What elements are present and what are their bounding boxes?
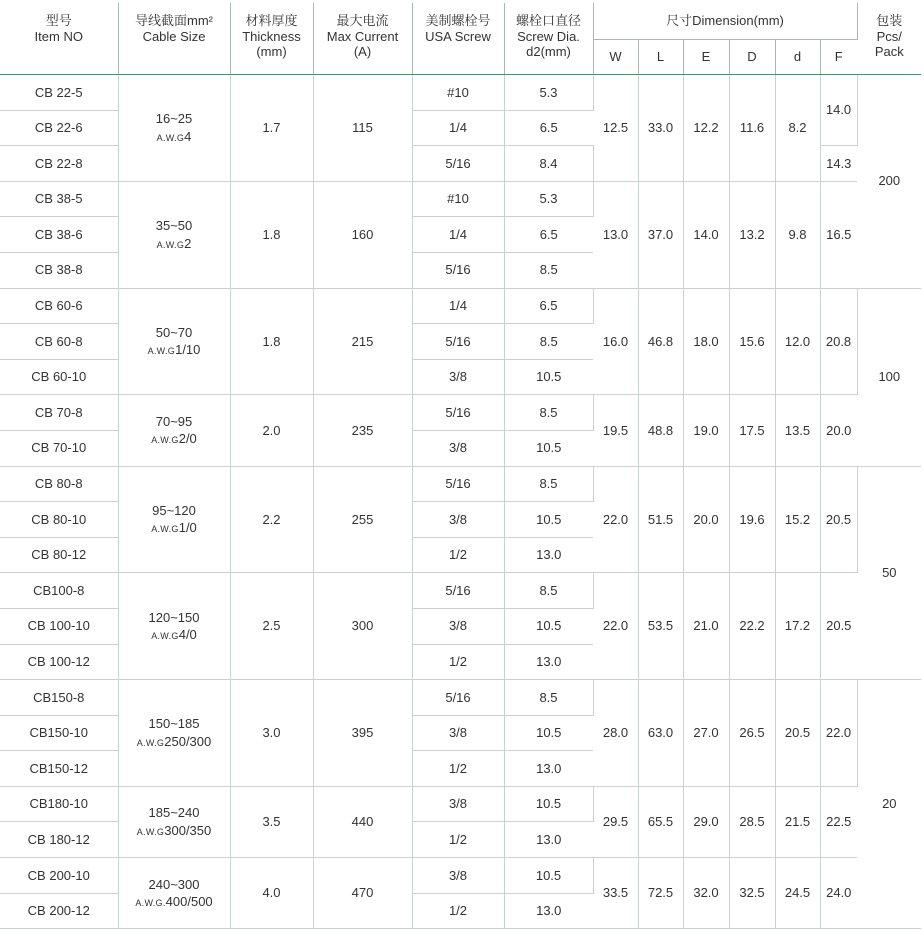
- usa-screw: 3/8: [412, 786, 504, 822]
- dim-L: 37.0: [638, 181, 683, 288]
- dim-W: 22.0: [593, 466, 638, 573]
- table-row: [0, 75, 921, 111]
- dim-F: 24.0: [820, 858, 857, 929]
- table-row: [0, 395, 921, 431]
- item-no: CB180-10: [0, 786, 118, 822]
- screw-dia: 8.5: [504, 573, 593, 609]
- dim-d: 20.5: [775, 680, 820, 787]
- usa-screw: 3/8: [412, 608, 504, 644]
- item-no: CB 22-6: [0, 110, 118, 146]
- dim-d: 9.8: [775, 181, 820, 288]
- thickness: 1.8: [230, 181, 313, 288]
- awg-prefix: A.W.G: [136, 737, 165, 748]
- awg-prefix: A.W.G: [151, 631, 179, 642]
- dim-W: 19.5: [593, 395, 638, 466]
- header-dim-L: L: [638, 40, 683, 75]
- screw-dia: 13.0: [504, 893, 593, 929]
- dim-D: 13.2: [729, 181, 775, 288]
- usa-screw: 1/2: [412, 537, 504, 573]
- dim-W: 29.5: [593, 786, 638, 857]
- screw-dia: 10.5: [504, 715, 593, 751]
- screw-dia: 10.5: [504, 430, 593, 466]
- dim-d: 24.5: [775, 858, 820, 929]
- screw-dia: 5.3: [504, 75, 593, 111]
- awg-prefix: A.W.G: [147, 346, 176, 357]
- thickness: 1.8: [230, 288, 313, 395]
- header-max-current: 最大电流 Max Current (A): [313, 3, 412, 75]
- max-current: 300: [313, 573, 412, 680]
- pcs-per-pack: 50: [857, 466, 921, 680]
- pcs-per-pack: 100: [857, 288, 921, 466]
- dim-L: 51.5: [638, 466, 683, 573]
- table-row: [0, 573, 921, 609]
- cable-size: [118, 786, 230, 857]
- dim-F: 20.5: [820, 466, 857, 573]
- cable-size: [118, 395, 230, 466]
- item-no: CB 70-10: [0, 430, 118, 466]
- item-no: CB150-12: [0, 751, 118, 787]
- item-no: CB 200-10: [0, 858, 118, 894]
- screw-dia: 8.5: [504, 324, 593, 360]
- item-no: CB100-8: [0, 573, 118, 609]
- header-dim-D: D: [729, 40, 775, 75]
- dim-L: 63.0: [638, 680, 683, 787]
- table-body: [0, 75, 921, 929]
- dim-L: 46.8: [638, 288, 683, 395]
- max-current: 235: [313, 395, 412, 466]
- usa-screw: 1/4: [412, 217, 504, 253]
- dim-D: 15.6: [729, 288, 775, 395]
- dim-E: 12.2: [683, 75, 729, 182]
- cable-size: [118, 858, 230, 929]
- cable-size: [118, 75, 230, 182]
- screw-dia: 13.0: [504, 537, 593, 573]
- cable-range: 95~120: [152, 502, 196, 518]
- usa-screw: 1/4: [412, 288, 504, 324]
- item-no: CB 200-12: [0, 893, 118, 929]
- awg-value: 1/0: [178, 520, 197, 536]
- usa-screw: 5/16: [412, 573, 504, 609]
- cable-range: 50~70: [155, 324, 193, 340]
- usa-screw: 5/16: [412, 324, 504, 360]
- screw-dia: 13.0: [504, 822, 593, 858]
- dim-W: 22.0: [593, 573, 638, 680]
- screw-dia: 13.0: [504, 751, 593, 787]
- item-no: CB 80-10: [0, 502, 118, 538]
- thickness: 1.7: [230, 75, 313, 182]
- usa-screw: 1/2: [412, 644, 504, 680]
- item-no: CB 60-6: [0, 288, 118, 324]
- thickness: 2.5: [230, 573, 313, 680]
- table-row: [0, 288, 921, 324]
- item-no: CB 70-8: [0, 395, 118, 431]
- thickness: 2.0: [230, 395, 313, 466]
- item-no: CB 38-5: [0, 181, 118, 217]
- cable-size: [118, 181, 230, 288]
- table-row: [0, 858, 921, 894]
- cable-range: 70~95: [155, 413, 193, 429]
- screw-dia: 10.5: [504, 359, 593, 395]
- awg-prefix: A.W.G.: [135, 898, 166, 909]
- thickness: 2.2: [230, 466, 313, 573]
- thickness: 4.0: [230, 858, 313, 929]
- awg-value: 2: [184, 235, 192, 251]
- cable-size: [118, 288, 230, 395]
- awg-value: 1/10: [175, 342, 201, 358]
- usa-screw: #10: [412, 181, 504, 217]
- table-row: [0, 786, 921, 822]
- item-no: CB 60-10: [0, 359, 118, 395]
- dim-D: 22.2: [729, 573, 775, 680]
- thickness: 3.5: [230, 786, 313, 857]
- dim-L: 72.5: [638, 858, 683, 929]
- screw-dia: 6.5: [504, 217, 593, 253]
- item-no: CB 22-5: [0, 75, 118, 111]
- cable-range: 120~150: [148, 609, 200, 625]
- item-no: CB 100-10: [0, 608, 118, 644]
- item-no: CB 180-12: [0, 822, 118, 858]
- max-current: 215: [313, 288, 412, 395]
- dim-E: 19.0: [683, 395, 729, 466]
- awg-value: 4/0: [178, 627, 197, 643]
- dim-d: 12.0: [775, 288, 820, 395]
- awg-prefix: A.W.G: [151, 435, 179, 446]
- screw-dia: 8.4: [504, 146, 593, 182]
- dim-F: 20.5: [820, 573, 857, 680]
- cable-size: [118, 466, 230, 573]
- dim-L: 33.0: [638, 75, 683, 182]
- awg-prefix: A.W.G: [156, 132, 185, 143]
- dim-E: 14.0: [683, 181, 729, 288]
- dim-D: 26.5: [729, 680, 775, 787]
- usa-screw: 3/8: [412, 359, 504, 395]
- screw-dia: 8.5: [504, 466, 593, 502]
- dim-E: 32.0: [683, 858, 729, 929]
- header-dim-E: E: [683, 40, 729, 75]
- dim-F: 16.5: [820, 181, 857, 288]
- dim-F: 20.0: [820, 395, 857, 466]
- dim-F: 22.0: [820, 680, 857, 787]
- awg-value: 400/500: [165, 894, 213, 910]
- dim-F: 22.5: [820, 786, 857, 857]
- header-thickness: 材料厚度 Thickness (mm): [230, 3, 313, 75]
- item-no: CB 80-12: [0, 537, 118, 573]
- screw-dia: 10.5: [504, 786, 593, 822]
- max-current: 160: [313, 181, 412, 288]
- max-current: 255: [313, 466, 412, 573]
- dim-E: 27.0: [683, 680, 729, 787]
- dim-W: 33.5: [593, 858, 638, 929]
- usa-screw: 1/2: [412, 893, 504, 929]
- dim-d: 13.5: [775, 395, 820, 466]
- table-row: [0, 680, 921, 716]
- header-dim-W: W: [593, 40, 638, 75]
- screw-dia: 10.5: [504, 858, 593, 894]
- awg-prefix: A.W.G: [151, 524, 179, 535]
- dim-L: 65.5: [638, 786, 683, 857]
- dim-D: 19.6: [729, 466, 775, 573]
- dim-D: 32.5: [729, 858, 775, 929]
- pcs-per-pack: 20: [857, 680, 921, 929]
- dim-E: 18.0: [683, 288, 729, 395]
- header-dim-d: d: [775, 40, 820, 75]
- usa-screw: 3/8: [412, 715, 504, 751]
- item-no: CB 22-8: [0, 146, 118, 182]
- item-no: CB 80-8: [0, 466, 118, 502]
- header-screw-dia: 螺栓口直径 Screw Dia. d2(mm): [504, 3, 593, 75]
- awg-value: 300/350: [164, 822, 212, 838]
- cable-size: [118, 573, 230, 680]
- dim-F: 14.0: [820, 75, 857, 146]
- cable-range: 240~300: [148, 876, 200, 892]
- screw-dia: 10.5: [504, 502, 593, 538]
- dim-E: 21.0: [683, 573, 729, 680]
- usa-screw: 1/2: [412, 822, 504, 858]
- table-header: [0, 3, 921, 75]
- screw-dia: 6.5: [504, 110, 593, 146]
- dim-F: 14.3: [820, 146, 857, 182]
- screw-dia: 8.5: [504, 680, 593, 716]
- dim-L: 53.5: [638, 573, 683, 680]
- header-item: 型号 Item NO: [0, 3, 118, 75]
- item-no: CB 38-8: [0, 252, 118, 288]
- dim-D: 28.5: [729, 786, 775, 857]
- dim-W: 13.0: [593, 181, 638, 288]
- header-usa-screw: 美制螺栓号 USA Screw: [412, 3, 504, 75]
- awg-value: 2/0: [178, 431, 197, 447]
- max-current: 470: [313, 858, 412, 929]
- usa-screw: 3/8: [412, 858, 504, 894]
- usa-screw: 3/8: [412, 502, 504, 538]
- header-pack: 包装 Pcs/ Pack: [857, 3, 921, 75]
- usa-screw: 5/16: [412, 146, 504, 182]
- max-current: 440: [313, 786, 412, 857]
- dim-F: 20.8: [820, 288, 857, 395]
- item-no: CB 100-12: [0, 644, 118, 680]
- screw-dia: 6.5: [504, 288, 593, 324]
- item-no: CB 60-8: [0, 324, 118, 360]
- dim-d: 17.2: [775, 573, 820, 680]
- awg-prefix: A.W.G: [136, 826, 165, 837]
- cable-range: 185~240: [148, 805, 200, 821]
- dim-W: 16.0: [593, 288, 638, 395]
- awg-value: 250/300: [164, 733, 212, 749]
- dim-W: 28.0: [593, 680, 638, 787]
- usa-screw: 5/16: [412, 395, 504, 431]
- awg-value: 4: [184, 128, 192, 144]
- usa-screw: 1/2: [412, 751, 504, 787]
- spec-table: [0, 3, 921, 929]
- dim-D: 11.6: [729, 75, 775, 182]
- dim-E: 29.0: [683, 786, 729, 857]
- cable-range: 150~185: [148, 716, 200, 732]
- header-cable-size: 导线截面mm² Cable Size: [118, 3, 230, 75]
- cable-range: 35~50: [155, 218, 193, 234]
- dim-d: 8.2: [775, 75, 820, 182]
- usa-screw: 3/8: [412, 430, 504, 466]
- usa-screw: 5/16: [412, 680, 504, 716]
- cable-size: [118, 680, 230, 787]
- screw-dia: 5.3: [504, 181, 593, 217]
- dim-D: 17.5: [729, 395, 775, 466]
- item-no: CB 38-6: [0, 217, 118, 253]
- screw-dia: 8.5: [504, 252, 593, 288]
- thickness: 3.0: [230, 680, 313, 787]
- item-no: CB150-10: [0, 715, 118, 751]
- usa-screw: 5/16: [412, 466, 504, 502]
- max-current: 115: [313, 75, 412, 182]
- table-row: [0, 181, 921, 217]
- dim-W: 12.5: [593, 75, 638, 182]
- item-no: CB150-8: [0, 680, 118, 716]
- dim-d: 21.5: [775, 786, 820, 857]
- table-row: [0, 466, 921, 502]
- header-dimension: 尺寸Dimension(mm): [593, 3, 857, 40]
- usa-screw: 1/4: [412, 110, 504, 146]
- dim-E: 20.0: [683, 466, 729, 573]
- screw-dia: 10.5: [504, 608, 593, 644]
- header-dim-F: F: [820, 40, 857, 75]
- cable-range: 16~25: [155, 111, 193, 127]
- screw-dia: 8.5: [504, 395, 593, 431]
- awg-prefix: A.W.G: [156, 239, 185, 250]
- max-current: 395: [313, 680, 412, 787]
- usa-screw: #10: [412, 75, 504, 111]
- pcs-per-pack: 200: [857, 75, 921, 289]
- usa-screw: 5/16: [412, 252, 504, 288]
- dim-d: 15.2: [775, 466, 820, 573]
- dim-L: 48.8: [638, 395, 683, 466]
- screw-dia: 13.0: [504, 644, 593, 680]
